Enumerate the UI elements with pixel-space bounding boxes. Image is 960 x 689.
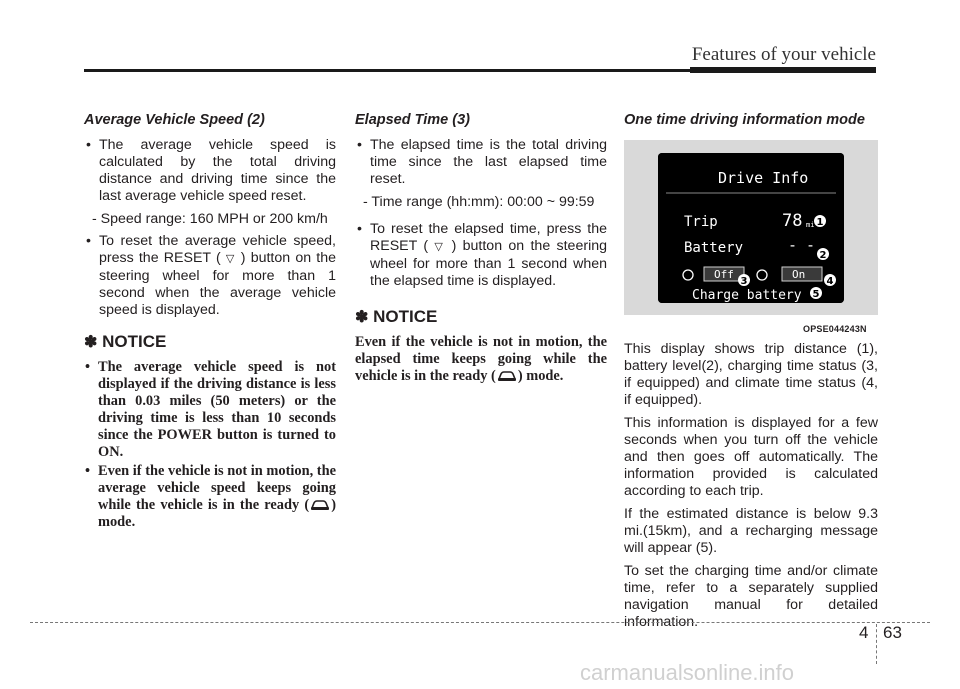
header-rule-accent	[690, 67, 876, 73]
bullet-item: • The average vehicle speed is calculated by the total driving distance and driving time since the last average vehicle speed reset.	[84, 137, 336, 205]
notice-heading: ✽ NOTICE	[355, 307, 438, 326]
callout-1: 1	[816, 217, 824, 228]
notice-heading: ✽ NOTICE	[84, 332, 167, 351]
page-number: 63	[883, 623, 902, 642]
reset-triangle-icon: ▽	[434, 241, 446, 253]
notice-bullet: • The average vehicle speed is not displayed if the driving distance is less than 0.03 miles (50 meters) or the driving time is less than 10 seconds since the POWER button is turned to ON.	[84, 359, 336, 461]
sub-item: - Speed range: 160 MPH or 200 km/h	[92, 211, 328, 227]
charge-message: Charge battery	[692, 288, 802, 303]
display-title: Drive Info	[718, 169, 809, 187]
column-elapsed-time	[355, 112, 607, 385]
footer-rule	[30, 622, 930, 623]
trip-unit: mi	[806, 221, 815, 229]
battery-value: - -	[788, 236, 816, 254]
section-heading: One time driving information mode	[624, 112, 865, 128]
section-heading: Average Vehicle Speed (2)	[84, 112, 265, 128]
section-heading: Elapsed Time (3)	[355, 112, 470, 128]
reset-triangle-icon: ▽	[225, 253, 236, 265]
watermark: carmanualsonline.info	[580, 660, 795, 685]
drive-info-figure	[624, 140, 878, 315]
notice-star-icon: ✽	[84, 334, 98, 351]
footer-separator	[876, 624, 877, 664]
paragraph: This display shows trip distance (1), battery level(2), charging time status (3, if equipped) and climate time status (4, if equipped).	[624, 341, 878, 408]
callout-2: 2	[819, 250, 827, 261]
battery-label: Battery	[684, 240, 744, 256]
page-header-title: Features of your vehicle	[691, 44, 876, 65]
cluster-display	[658, 153, 844, 303]
sub-item: - Time range (hh:mm): 00:00 ~ 99:59	[363, 194, 595, 210]
notice-text: Even if the vehicle is not in motion, the elapsed time keeps going while the vehicle is in the ready ( ) mode.	[355, 334, 607, 384]
ready-car-icon	[496, 370, 518, 384]
notice-bullet: • Even if the vehicle is not in motion, the average vehicle speed keeps going while the vehicle is in the ready ( ) mode.	[84, 463, 336, 531]
chapter-number: 4	[859, 623, 869, 642]
column-driving-info	[624, 112, 878, 137]
paragraph: If the estimated distance is below 9.3 mi.(15km), and a recharging message will appear (5).	[624, 506, 878, 556]
figure-caption: OPSE044243N	[803, 324, 867, 334]
ready-car-icon	[309, 499, 331, 513]
bullet-item: • To reset the average vehicle speed, press the RESET ( ▽ ) button on the steering wheel for more than 1 second when the average vehicle speed is displayed.	[84, 233, 336, 319]
paragraph: This information is displayed for a few seconds when you turn off the vehicle and then goes off automatically. The information provided is calculated according to each trip.	[624, 415, 878, 499]
callout-5: 5	[812, 289, 820, 300]
paragraph: To set the charging time and/or climate time, refer to a separately supplied navigation manual for detailed information.	[624, 563, 878, 630]
climate-on-label: On	[792, 268, 806, 281]
trip-label: Trip	[684, 214, 718, 230]
column-average-speed	[84, 112, 336, 533]
charge-off-label: Off	[714, 268, 734, 281]
notice-star-icon: ✽	[355, 309, 369, 326]
bullet-item: • To reset the elapsed time, press the RESET ( ▽ ) button on the steering wheel for more than 1 second when the elapsed time is displayed.	[355, 221, 607, 290]
trip-value: 78	[782, 211, 803, 231]
callout-3: 3	[740, 276, 748, 287]
driving-info-text	[624, 341, 878, 637]
bullet-item: • The elapsed time is the total driving time since the last elapsed time reset.	[355, 137, 607, 188]
callout-4: 4	[826, 276, 834, 287]
